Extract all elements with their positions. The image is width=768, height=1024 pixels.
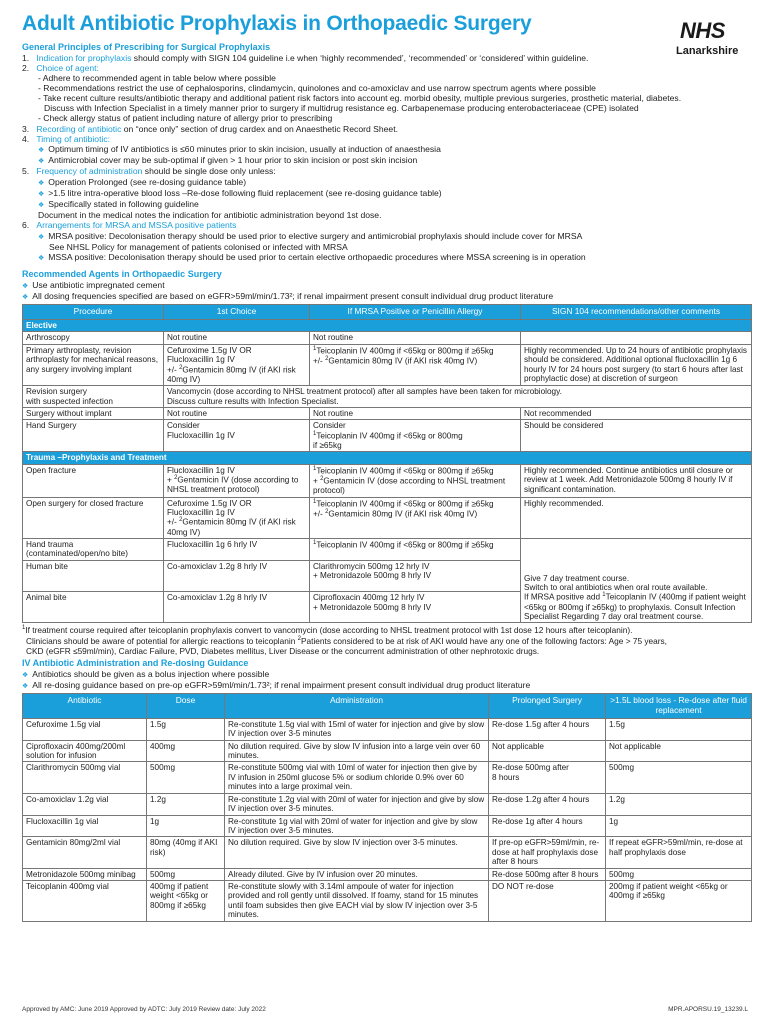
cell: Arthroscopy bbox=[23, 332, 164, 344]
diamond-bullet-icon: ❖ bbox=[22, 683, 29, 691]
table-row bbox=[23, 497, 752, 538]
cell: No dilution required. Give by slow IV infusion into a large vein over 60 minutes. bbox=[225, 740, 489, 762]
principle-3-label: Recording of antibiotic bbox=[36, 123, 122, 134]
diamond-bullet-icon: ❖ bbox=[38, 146, 45, 154]
list-item bbox=[38, 231, 752, 242]
footnote-2: Clinicians should be aware of potential for allergic reactions to teicoplanin $^2$Patients considered to be at risk of AKI would have any one of the following factors: Age > 75 years, bbox=[26, 635, 667, 646]
list-item-text: Antibiotics should be given as a bolus injection where possible bbox=[32, 668, 270, 679]
cell: Metronidazole 500mg minibag bbox=[23, 868, 147, 880]
diamond-bullet-icon: ❖ bbox=[38, 190, 45, 198]
cell: Highly recommended. Continue antibiotics until closure or review at 1 week. Add Metronidazole 500mg 8 hourly IV if significant contamination. bbox=[521, 464, 752, 497]
principle-3 bbox=[22, 124, 752, 134]
list-item: Discuss with Infection Specialist in a timely manner prior to surgery if multidrug resistance eg. Carbapenemase producing enterobacteriaceae (CPE) isolated bbox=[44, 103, 639, 114]
list-item bbox=[22, 291, 752, 302]
cell: Should be considered bbox=[521, 420, 752, 452]
cell: Hand trauma (contaminated/open/no bite) bbox=[23, 539, 164, 561]
cell: Re-constitute 1.2g vial with 20ml of water for injection and give by slow IV injection over 3-5 minutes. bbox=[225, 793, 489, 815]
list-item-text: MSSA positive: Decolonisation therapy should be used prior to certain elective orthopaedic procedures where MSSA screening is in operation bbox=[48, 251, 586, 262]
cell: 80mg (40mg if AKI risk) bbox=[147, 837, 225, 868]
section-band bbox=[23, 452, 752, 464]
cell: Flucloxacillin 1g 6 hrly IV bbox=[164, 539, 310, 561]
cell: 1.2g bbox=[606, 793, 752, 815]
page-title: Adult Antibiotic Prophylaxis in Orthopaedic Surgery bbox=[22, 12, 532, 35]
cell: $^1$Teicoplanin IV 400mg if <65kg or 800mg if ≥65kg +/- $^2$Gentamicin 80mg IV (if AKI risk 40mg IV) bbox=[310, 344, 521, 385]
page-footer bbox=[22, 1006, 748, 1014]
cell: 500mg bbox=[147, 762, 225, 793]
cell: Open surgery for closed fracture bbox=[23, 497, 164, 538]
cell: Re-dose 1.5g after 4 hours bbox=[489, 718, 606, 740]
cell bbox=[521, 332, 752, 344]
general-heading: General Principles of Prescribing for Surgical Prophylaxis bbox=[22, 42, 271, 52]
column-header: >1.5L blood loss - Re-dose after fluid replacement bbox=[606, 694, 752, 718]
table-row bbox=[23, 740, 752, 762]
cell: 1.5g bbox=[147, 718, 225, 740]
diamond-bullet-icon: ❖ bbox=[38, 179, 45, 187]
cell: Not applicable bbox=[606, 740, 752, 762]
cell: Co-amoxiclav 1.2g 8 hrly IV bbox=[164, 560, 310, 591]
cell: Highly recommended. bbox=[521, 497, 752, 538]
cell: Not routine bbox=[310, 408, 521, 420]
cell: Open fracture bbox=[23, 464, 164, 497]
footnote-1: $^1$If treatment course required after teicoplanin prophylaxis convert to vancomycin (dose according to NHSL treatment protocol with 1st dose 12 hours after teicoplanin). bbox=[22, 625, 633, 636]
num: 1. bbox=[22, 52, 30, 63]
cell: Surgery without implant bbox=[23, 408, 164, 420]
list-item-text: All dosing frequencies specified are based on eGFR>59ml/min/1.73²; if renal impairment present consult individual drug product literature bbox=[32, 291, 554, 302]
cell: $^1$Teicoplanin IV 400mg if <65kg or 800mg if ≥65kg bbox=[310, 539, 521, 561]
cell: Not routine bbox=[164, 408, 310, 420]
list-item bbox=[38, 155, 752, 166]
list-item bbox=[38, 177, 752, 188]
list-item-text: MRSA positive: Decolonisation therapy should be used prior to elective surgery and antimicrobial prophylaxis should include cover for MRSA bbox=[48, 230, 583, 241]
cell: Consider $^1$Teicoplanin IV 400mg if <65kg or 800mg if ≥65kg bbox=[310, 420, 521, 452]
nhs-wordmark: NHS bbox=[680, 18, 725, 43]
cell: Not recommended bbox=[521, 408, 752, 420]
cell: 1.5g bbox=[606, 718, 752, 740]
iv-redosing-table bbox=[22, 693, 752, 921]
cell: Ciprofloxacin 400mg 12 hrly IV + Metronidazole 500mg 8 hrly IV bbox=[310, 592, 521, 623]
list-item-text: See NHSL Policy for management of patients colonised or infected with MRSA bbox=[49, 241, 348, 252]
cell: No dilution required. Give by slow IV injection over 3-5 minutes. bbox=[225, 837, 489, 868]
cell: Flucloxacillin 1g IV + $^2$Gentamicin IV (dose according to NHSL treatment protocol) bbox=[164, 464, 310, 497]
footnote-3: CKD (eGFR ≤59ml/min), Cardiac Failure, PVD, Diabetes mellitus, Liver Disease or the concurrent administration of other nephrotoxic drugs. bbox=[26, 645, 540, 656]
cell: 400mg if patient weight <65kg or 800mg if ≥65kg bbox=[147, 881, 225, 922]
cell: Not routine bbox=[310, 332, 521, 344]
recommended-agents-table bbox=[22, 304, 752, 623]
footnote-text: Patients considered to be at risk of AKI would have any one of the following factors: Age > 75 years, bbox=[301, 635, 667, 646]
num: 6. bbox=[22, 220, 30, 231]
cell: Co-amoxiclav 1.2g vial bbox=[23, 793, 147, 815]
column-header: Antibiotic bbox=[23, 694, 147, 718]
cell: Revision surgery with suspected infection bbox=[23, 386, 164, 408]
principle-5-note: Document in the medical notes the indication for antibiotic administration beyond 1st dose. bbox=[38, 210, 382, 221]
principle-1-text: should comply with SIGN 104 guideline i.e when ‘highly recommended’, ‘recommended’ or ‘considered’ within guideline. bbox=[131, 52, 589, 63]
num: 2. bbox=[22, 62, 30, 73]
table-row bbox=[23, 332, 752, 344]
diamond-bullet-icon: ❖ bbox=[38, 233, 45, 241]
cell: Re-constitute 1.5g vial with 15ml of water for injection and give by slow IV injection over 3-5 minutes bbox=[225, 718, 489, 740]
cell: $^1$Teicoplanin IV 400mg if <65kg or 800mg if ≥65kg + $^2$Gentamicin IV (dose according to NHSL treatment protocol) bbox=[310, 464, 521, 497]
num: 5. bbox=[22, 166, 30, 177]
cell: Co-amoxiclav 1.2g 8 hrly IV bbox=[164, 592, 310, 623]
cell: DO NOT re-dose bbox=[489, 881, 606, 922]
table-row bbox=[23, 815, 752, 837]
principle-4-list bbox=[22, 144, 752, 167]
cell: 500mg bbox=[606, 868, 752, 880]
principle-1-label: Indication for prophylaxis bbox=[36, 52, 132, 63]
cell: Cefuroxime 1.5g IV OR Flucloxacillin 1g IV +/- $^2$Gentamicin 80mg IV (if AKI risk 40mg IV) bbox=[164, 497, 310, 538]
principle-2-list bbox=[22, 73, 752, 124]
cell: Already diluted. Give by IV infusion over 20 minutes. bbox=[225, 868, 489, 880]
band-label: Trauma –Prophylaxis and Treatment bbox=[23, 452, 752, 464]
list-item-text: Specifically stated in following guideline bbox=[48, 199, 199, 210]
cell: Teicoplanin 400mg vial bbox=[23, 881, 147, 922]
cell: 500mg bbox=[606, 762, 752, 793]
table-row bbox=[23, 420, 752, 452]
table-row bbox=[23, 386, 752, 408]
list-item bbox=[38, 242, 752, 252]
footnote-text: Clinicians should be aware of potential for allergic reactions to teicoplanin bbox=[26, 635, 298, 646]
table-row bbox=[23, 762, 752, 793]
iv-bullets bbox=[22, 669, 752, 692]
table-row bbox=[23, 793, 752, 815]
diamond-bullet-icon: ❖ bbox=[38, 202, 45, 210]
cell: Hand Surgery bbox=[23, 420, 164, 452]
table-row bbox=[23, 837, 752, 868]
cell: Re-dose 1.2g after 4 hours bbox=[489, 793, 606, 815]
list-item-text: All re-dosing guidance based on pre-op eGFR>59ml/min/1.73²; if renal impairment present consult individual drug product literature bbox=[32, 680, 531, 691]
recommended-heading: Recommended Agents in Orthopaedic Surgery bbox=[22, 269, 222, 280]
table-row bbox=[23, 464, 752, 497]
principle-1 bbox=[22, 53, 752, 63]
cell: Re-constitute slowly with 3.14ml ampoule of water for injection provided and roll gently until dissolved. If foamy, stand for 15 minutes until foam subsides then give EACH vial by slow IV injection over 3-5 minutes. bbox=[225, 881, 489, 922]
column-header: SIGN 104 recommendations/other comments bbox=[521, 305, 752, 320]
document-code: MPR.APORSU.19_13239.L bbox=[668, 1006, 748, 1013]
table-row bbox=[23, 881, 752, 922]
column-header: Administration bbox=[225, 694, 489, 718]
principle-5-label: Frequency of administration bbox=[36, 166, 143, 177]
cell: Not routine bbox=[164, 332, 310, 344]
diamond-bullet-icon: ❖ bbox=[38, 158, 45, 166]
footnotes bbox=[22, 625, 752, 656]
cell: Re-constitute 500mg vial with 10ml of water for injection then give by IV infusion in 250ml glucose 5% or sodium chloride 0.9% over 60 minutes into a large proximal vein. bbox=[225, 762, 489, 793]
principle-6 bbox=[22, 220, 752, 230]
table-row bbox=[23, 408, 752, 420]
table-header-row bbox=[23, 305, 752, 320]
list-item: - Take recent culture results/antibiotic therapy and additional patient risk factors into account eg. morbid obesity, multiple previous surgeries, prosthetic material, diabetes. bbox=[38, 93, 682, 104]
cell: Cefuroxime 1.5g IV OR Flucloxacillin 1g IV +/- $^2$Gentamicin 80mg IV (if AKI risk 40mg IV) bbox=[164, 344, 310, 385]
num: 3. bbox=[22, 123, 30, 134]
table-row bbox=[23, 718, 752, 740]
cell: Re-dose 1g after 4 hours bbox=[489, 815, 606, 837]
principle-4 bbox=[22, 134, 752, 144]
principle-6-list bbox=[22, 231, 752, 264]
cell: 500mg bbox=[147, 868, 225, 880]
cell: Clarithromycin 500mg vial bbox=[23, 762, 147, 793]
table-header-row bbox=[23, 694, 752, 718]
org-name: Lanarkshire bbox=[676, 45, 739, 57]
principle-5 bbox=[22, 166, 752, 176]
cell: Not applicable bbox=[489, 740, 606, 762]
list-item-text: Use antibiotic impregnated cement bbox=[32, 279, 165, 290]
cell: Animal bite bbox=[23, 592, 164, 623]
list-item bbox=[38, 252, 752, 263]
cell: Consider Flucloxacillin 1g IV bbox=[164, 420, 310, 452]
cell: Cefuroxime 1.5g vial bbox=[23, 718, 147, 740]
cell: Primary arthroplasty, revision arthroplasty for mechanical reasons, any surgery involving implant bbox=[23, 344, 164, 385]
list-item-text: >1.5 litre intra-operative blood loss –Re-dose following fluid replacement (see re-dosing guidance table) bbox=[48, 187, 442, 198]
cell: Gentamicin 80mg/2ml vial bbox=[23, 837, 147, 868]
list-item-text: Operation Prolonged (see re-dosing guidance table) bbox=[48, 176, 247, 187]
band-label: Elective bbox=[23, 319, 752, 331]
principle-4-label: Timing of antibiotic: bbox=[36, 133, 111, 144]
document-body bbox=[22, 42, 752, 922]
cell: Give 7 day treatment course. Switch to oral antibiotics when oral route available. If MRSA positive add $^1$Teicoplanin IV (400mg if patient weight <65kg or 800mg if ≥65kg) to prophylaxis. Consult Infection Specialist Regarding 7 day oral treatment course. bbox=[521, 539, 752, 623]
cell: $^1$Teicoplanin IV 400mg if <65kg or 800mg if ≥65kg +/- $^2$Gentamicin 80mg IV (if AKI risk 40mg IV) bbox=[310, 497, 521, 538]
column-header: If MRSA Positive or Penicillin Allergy bbox=[310, 305, 521, 320]
list-item: - Adhere to recommended agent in table below where possible bbox=[38, 72, 276, 83]
list-item bbox=[22, 669, 752, 680]
num: 4. bbox=[22, 133, 30, 144]
diamond-bullet-icon: ❖ bbox=[22, 294, 29, 302]
diamond-bullet-icon: ❖ bbox=[38, 254, 45, 262]
list-item bbox=[38, 188, 752, 199]
section-band bbox=[23, 319, 752, 331]
cell: Vancomycin (dose according to NHSL treatment protocol) after all samples have been taken for microbiology. Discuss culture results with Infection Specialist. bbox=[164, 386, 752, 408]
cell: Ciprofloxacin 400mg/200ml solution for infusion bbox=[23, 740, 147, 762]
list-item bbox=[38, 199, 752, 210]
recommended-bullets bbox=[22, 280, 752, 303]
column-header: Procedure bbox=[23, 305, 164, 320]
cell: Flucloxacillin 1g vial bbox=[23, 815, 147, 837]
cell: 1.2g bbox=[147, 793, 225, 815]
cell: 1g bbox=[606, 815, 752, 837]
table-row bbox=[23, 868, 752, 880]
principle-5-text: should be single dose only unless: bbox=[142, 166, 276, 177]
cell: If repeat eGFR>59ml/min, re-dose at half prophylaxis dose bbox=[606, 837, 752, 868]
principle-6-label: Arrangements for MRSA and MSSA positive patients bbox=[36, 220, 237, 231]
list-item: - Recommendations restrict the use of cephalosporins, clindamycin, quinolones and co-amoxiclav and use narrow spectrum agents where possible bbox=[38, 83, 596, 94]
principle-5-list bbox=[22, 177, 752, 211]
column-header: Prolonged Surgery bbox=[489, 694, 606, 718]
list-item bbox=[38, 144, 752, 155]
iv-heading: IV Antibiotic Administration and Re-dosing Guidance bbox=[22, 658, 249, 669]
cell: Human bite bbox=[23, 560, 164, 591]
list-item-text: Antimicrobial cover may be sub-optimal if given > 1 hour prior to skin incision or post skin incision bbox=[48, 155, 418, 166]
list-item-text: Optimum timing of IV antibiotics is ≤60 minutes prior to skin incision, usually at induction of anaesthesia bbox=[48, 143, 441, 154]
table-row bbox=[23, 539, 752, 561]
footnote-text: If treatment course required after teicoplanin prophylaxis convert to vancomycin (dose according to NHSL treatment protocol with 1st dose 12 hours after teicoplanin). bbox=[25, 625, 633, 636]
column-header: Dose bbox=[147, 694, 225, 718]
list-item bbox=[22, 680, 752, 691]
list-item bbox=[22, 280, 752, 291]
cell: Re-constitute 1g vial with 20ml of water for injection and give by slow IV injection over 3-5 minutes. bbox=[225, 815, 489, 837]
table-row bbox=[23, 344, 752, 385]
cell: Clarithromycin 500mg 12 hrly IV + Metronidazole 500mg 8 hrly IV bbox=[310, 560, 521, 591]
cell: 200mg if patient weight <65kg or 400mg if ≥65kg bbox=[606, 881, 752, 922]
cell: If pre-op eGFR>59ml/min, re-dose at half prophylaxis dose after 8 hours bbox=[489, 837, 606, 868]
cell: Re-dose 500mg after 8 hours bbox=[489, 868, 606, 880]
principle-3-text: on “once only” section of drug cardex and on Anaesthetic Record Sheet. bbox=[121, 123, 398, 134]
principle-2-label: Choice of agent: bbox=[36, 62, 99, 73]
diamond-bullet-icon: ❖ bbox=[22, 671, 29, 679]
principle-2 bbox=[22, 63, 752, 73]
diamond-bullet-icon: ❖ bbox=[22, 282, 29, 290]
cell: 400mg bbox=[147, 740, 225, 762]
list-item: - Check allergy status of patient including nature of allergy prior to prescribing bbox=[38, 113, 333, 124]
approval-info: Approved by AMC: June 2019 Approved by ADTC: July 2019 Review date: July 2022 bbox=[22, 1006, 266, 1013]
cell: Highly recommended. Up to 24 hours of antibiotic prophylaxis should be considered. Additional optional flucloxacillin 1g 6 hourly IV for 24 hours post surgery (to start 6 hours after last prophylactic dose) at discretion of surgeon bbox=[521, 344, 752, 385]
cell: Re-dose 500mg after 8 hours bbox=[489, 762, 606, 793]
column-header: 1st Choice bbox=[164, 305, 310, 320]
cell: 1g bbox=[147, 815, 225, 837]
